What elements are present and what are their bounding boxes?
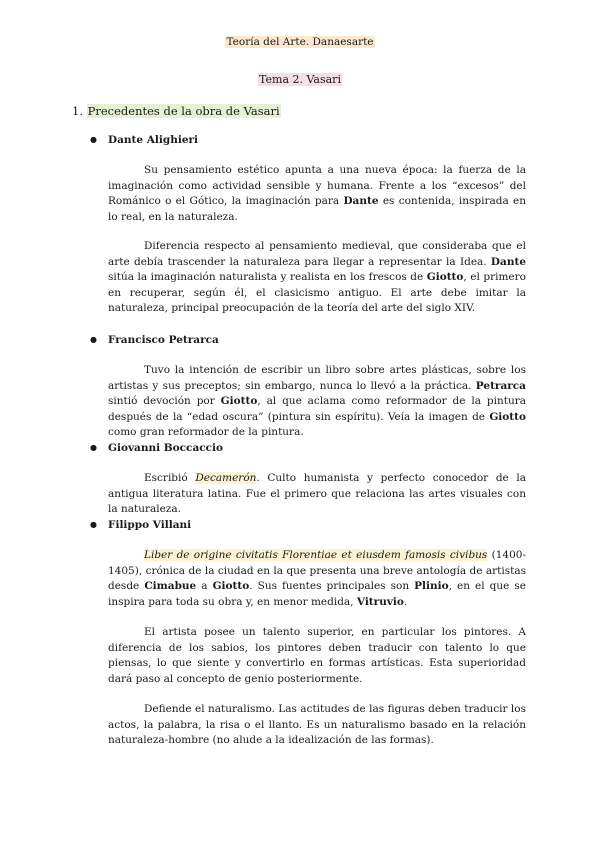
paragraph-dante-2: Diferencia respecto al pensamiento medieval, que consideraba que el arte debía trascender la naturaleza para llegar a representar la Idea. Dante sitúa la imaginación naturalista y realista en los frescos de Giotto, el primero en recuperar, según él, el clasicismo antiguo. El arte debe imitar la naturaleza, principal preocupación de la teoría del arte del siglo XIV. [108,240,526,315]
author-heading-dante [90,134,198,146]
paragraph-villani-1: Liber de origine civitatis Florentiae et eiusdem famosis civibus (1400-1405), crónica de la ciudad en la que presenta una breve antología de artistas desde Cimabue a Giotto. Sus fuentes principales son Plinio, en el que se inspira para toda su obra y, en menor medida, Vitruvio. [108,549,527,608]
author-name: Dante Alighieri [108,134,199,146]
bullet-icon: ● [90,134,97,144]
bullet-icon: ● [90,442,97,452]
decameron-title: Decamerón [195,472,257,484]
section-number: 1. [72,104,83,118]
author-heading-petrarca [90,334,219,346]
paragraph-petrarca: Tuvo la intención de escribir un libro sobre artes plásticas, sobre los artistas y sus preceptos; sin embargo, nunca lo llevó a la práctica. Petrarca sintió devoción por Giotto, al que aclama como reformador de la pintura después de la “edad oscura” (pintura sin espíritu). Veía la imagen de Giotto como gran reformador de la pintura. [108,364,526,439]
section-title: Precedentes de la obra de Vasari [87,104,280,118]
paragraph-villani-2: El artista posee un talento superior, en particular los pintores. A diferencia de los sabios, los pintores deben traducir con talento lo que piensas, lo que siente y convertirlo en formas artísticas. Esta superioridad dará paso al concepto de genio posteriormente. [108,626,526,685]
topic-title-text: Tema 2. Vasari [259,73,341,86]
header-title: Teoría del Arte. Danaesarte [226,36,374,48]
author-heading-boccaccio [90,442,223,454]
author-name: Giovanni Boccaccio [108,442,224,454]
topic-title [0,73,600,86]
bullet-icon: ● [90,334,97,344]
paragraph-boccaccio: Escribió Decamerón. Culto humanista y perfecto conocedor de la antigua literatura latina. Fue el primero que relaciona las artes visuales con la naturaleza. [108,472,527,516]
section-heading [72,104,281,118]
author-heading-villani [90,519,191,531]
liber-title: Liber de origine civitatis Florentiae et eiusdem famosis civibus [144,549,488,561]
bullet-icon: ● [90,519,97,529]
page-header [0,36,600,48]
author-name: Filippo Villani [108,519,192,531]
paragraph-villani-3: Defiende el naturalismo. Las actitudes de las figuras deben traducir los actos, la palabra, la risa o el llanto. Es un naturalismo basado en la relación naturaleza-hombre (no alude a la idealización de las formas). [108,703,526,747]
paragraph-dante-1: Su pensamiento estético apunta a una nueva época: la fuerza de la imaginación como actividad sensible y humana. Frente a los “excesos” del Románico o el Gótico, la imaginación para Dante es contenida, inspirada en lo real, en la naturaleza. [108,164,526,223]
author-name: Francisco Petrarca [108,334,219,346]
